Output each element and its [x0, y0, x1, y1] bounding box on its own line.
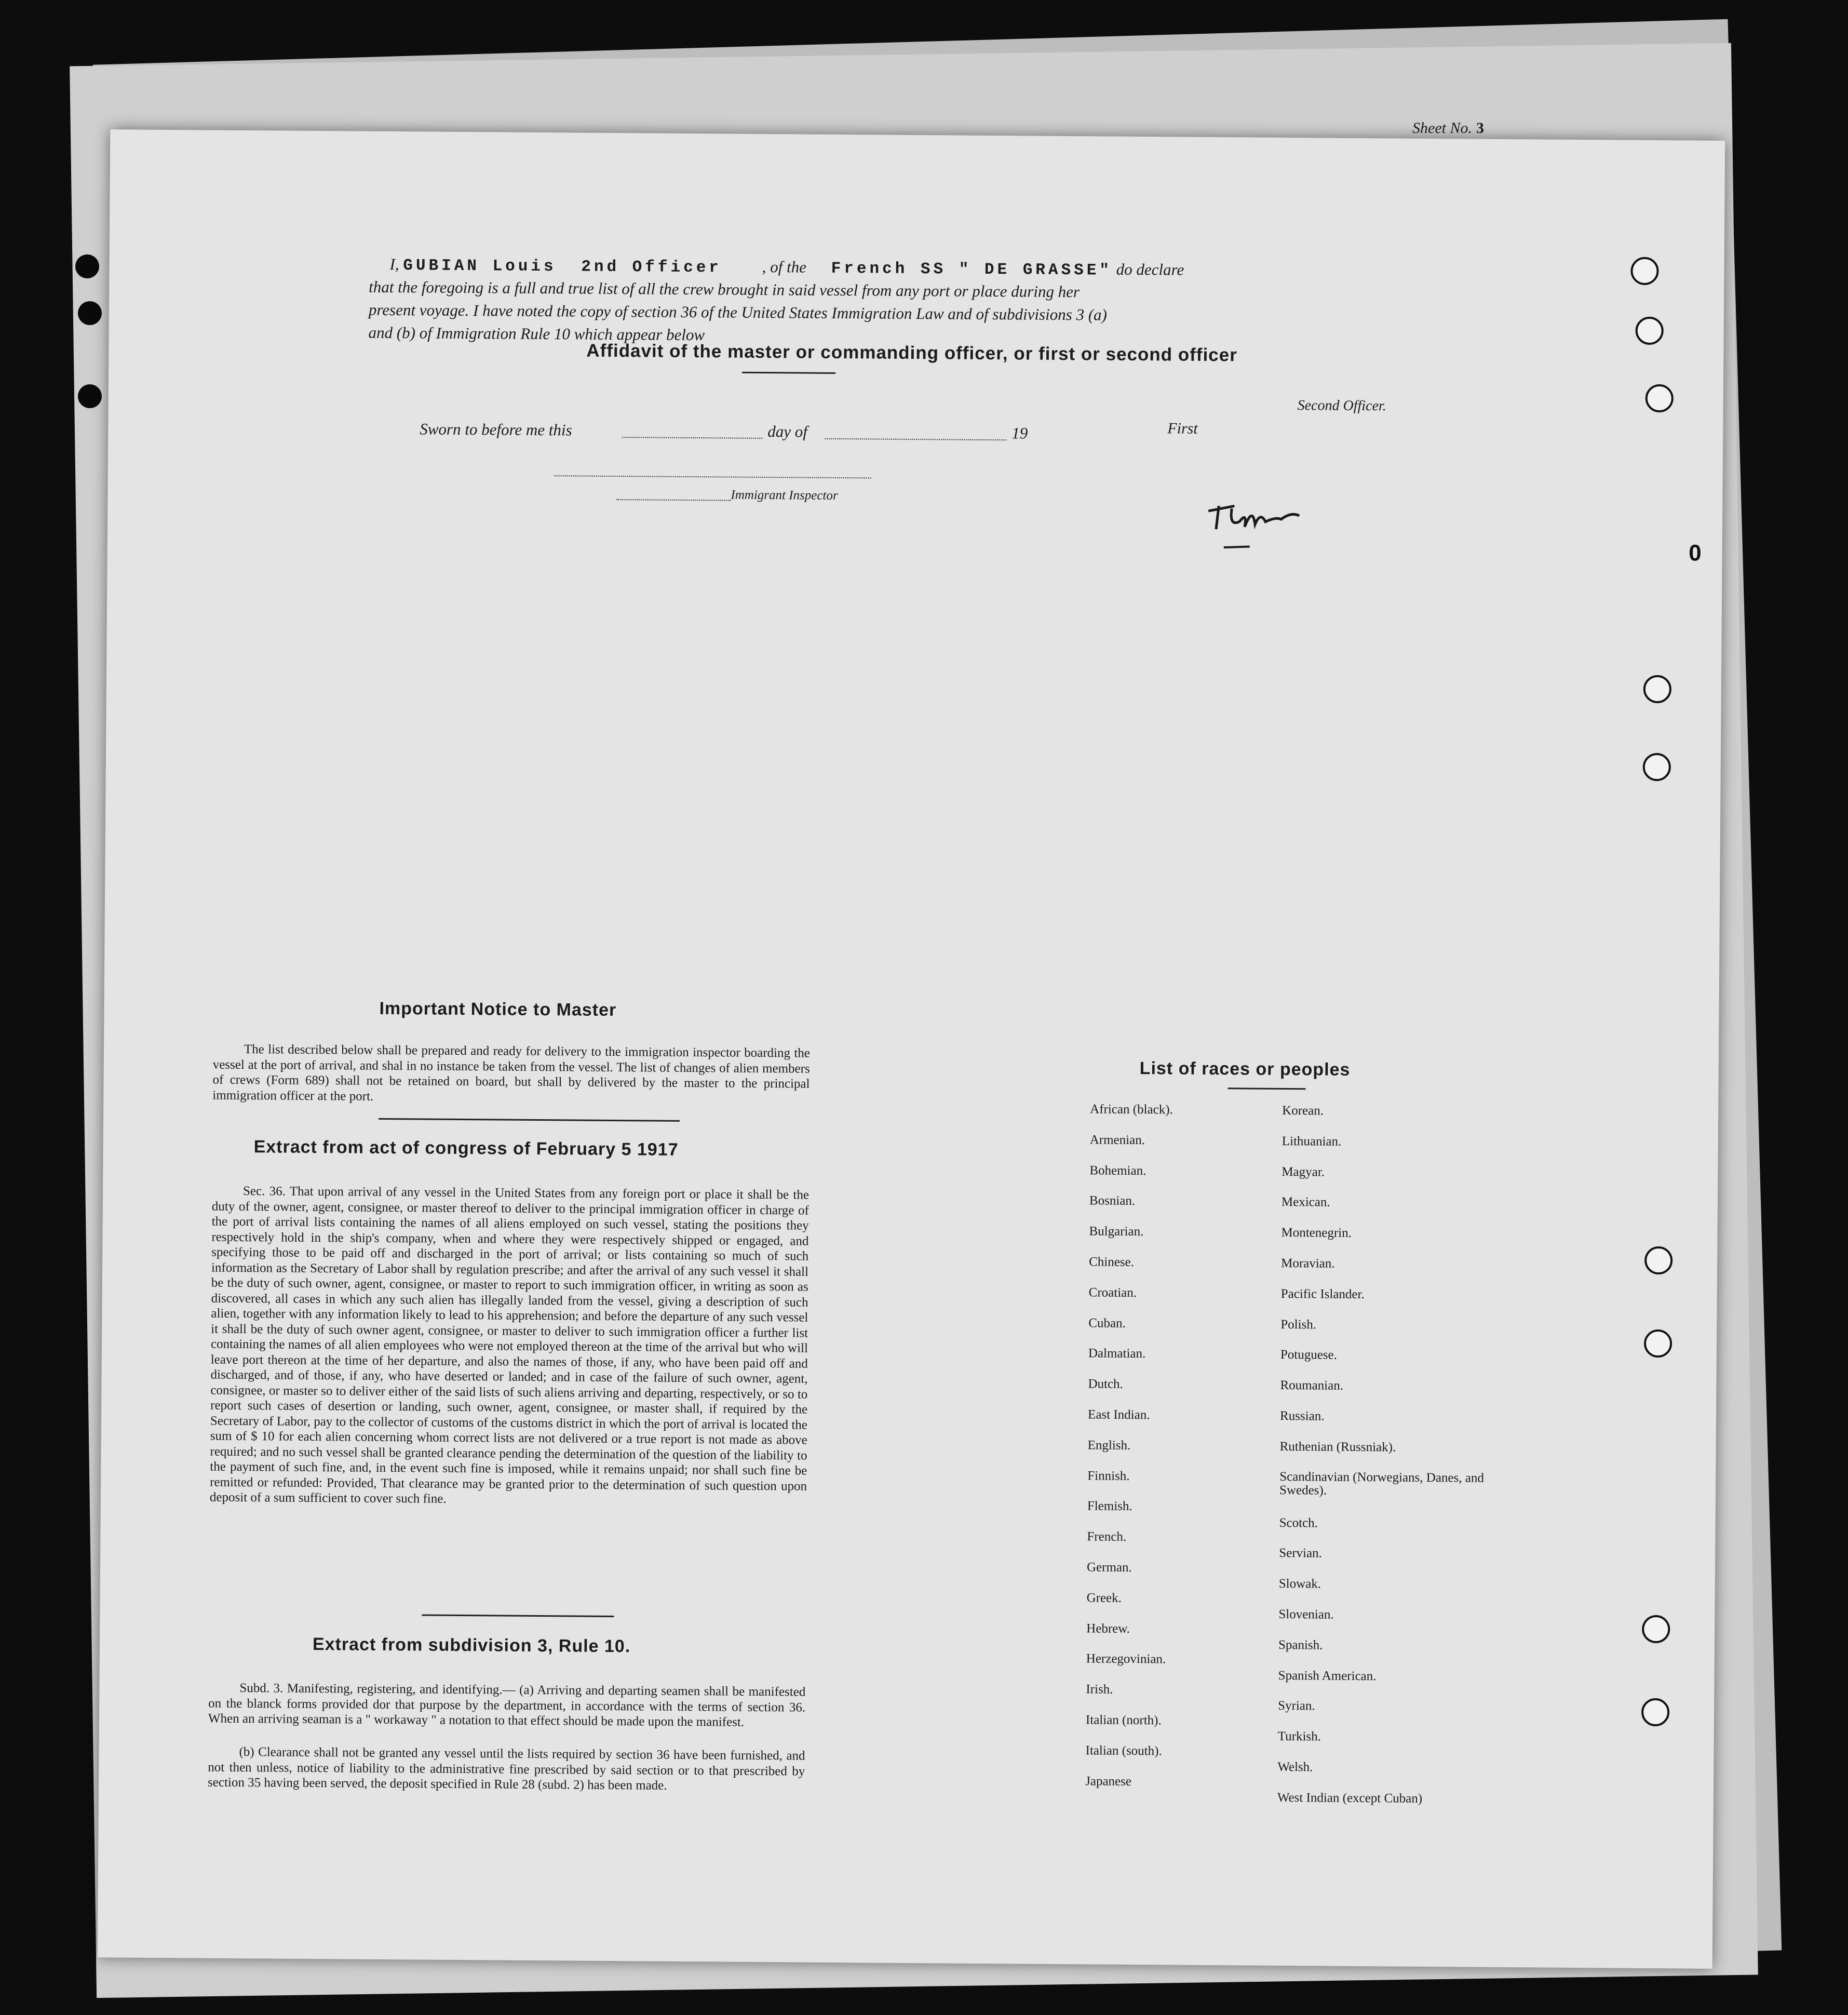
rule-10-text-b: (b) Clearance shall not be granted any vessel until the lists required by section 36 have been furnished, and not then unless, notice of liability to the administrative fine prescribed by said section or to that prescribed by section 35 having been served, the deposit specified in Rule 28 (subd. 2) has been made.: [208, 1744, 805, 1793]
of-the-text: , of the: [762, 257, 807, 276]
race-item: Bulgarian.: [1089, 1224, 1144, 1239]
day-of-text: day of: [767, 422, 808, 441]
blank-line: [555, 475, 871, 478]
officer-name: GUBIAN Louis: [403, 257, 557, 276]
race-item: Italian (north).: [1085, 1713, 1162, 1728]
punch-hole: [1643, 675, 1671, 703]
divider: [379, 1118, 680, 1122]
divider: [1227, 1087, 1305, 1090]
race-item: Welsh.: [1277, 1759, 1313, 1775]
race-item: Lithuanian.: [1282, 1134, 1342, 1149]
race-item: Spanish American.: [1278, 1668, 1377, 1683]
race-item: Italian (south).: [1085, 1743, 1162, 1758]
races-right-column: [1277, 1104, 1490, 1822]
sheet-number-value: 3: [1476, 119, 1484, 137]
race-item: Russian.: [1279, 1408, 1325, 1423]
punch-hole: [1645, 384, 1674, 412]
officer-signature: [1203, 490, 1339, 554]
race-item: Turkish.: [1277, 1729, 1321, 1744]
inspector-label: Immigrant Inspector: [731, 488, 838, 503]
race-item: Flemish.: [1087, 1499, 1132, 1514]
race-item: Servian.: [1279, 1546, 1322, 1561]
race-item: French.: [1087, 1529, 1127, 1544]
race-item: Dutch.: [1088, 1377, 1123, 1392]
race-item: Mexican.: [1281, 1195, 1330, 1210]
race-item: Japanese: [1085, 1774, 1132, 1789]
punch-hole: [1642, 1615, 1670, 1643]
punch-hole: [1643, 753, 1671, 781]
year-text: 19: [1011, 424, 1028, 442]
section-36-text: Sec. 36. That upon arrival of any vessel in the United States from any foreign port or place it shall be the duty of the owner, agent, consignee, or master thereof to deliver to the principal immigration officer in charge of the port of arrival lists containing the names of all aliens employed on such vessel, stating the positions they respectively hold in the ship's company, when and where they were respectively shipped or engaged, and specifying those to be paid off and discharged in the port of arrival; or lists containing so much of such information as the Secretary of Labor shall by regulation prescribe; and after the arrival of any such vessel it shall be the duty of such owner, agent, consignee, or master to report to such immigration officer, in writing as soon as discovered, all cases in which any such alien has illegally landed from the vessel, giving a description of such alien, together with any information likely to lead to his apprehension; and before the departure of any such vessel it shall be the duty of such owner agent, consignee, or master to deliver to such immigration officer a further list containing the names of all alien employees who were not employed thereon at the time of the arrival but who will leave port thereon at the time of her departure, and also the names of those, if any, who have been paid off and discharged, and of those, if any, who have deserted or landed; and in case of the failure of such owner, agent, consignee, or master so to deliver either of the said lists of such aliens arriving and departing, respectively, or so to report such cases of desertion or landing, such owner, agent, consignee, or master shall, if required by the Secretary of Labor, pay to the collector of customs of the customs district in which the port of arrival is located the sum of $ 10 for each alien concerning whom correct lists are not delivered or a true report is not made as above required; and no such vessel shall be granted clearance pending the determination of the question of the liability to the payment of such fine, and, in the event such fine is imposed, while it remains unpaid; nor shall such fine be remitted or refunded: Provided, That clearance may be granted prior to the determination of such question upon deposit of a sum sufficient to cover such fine.: [209, 1184, 810, 1506]
officer-title-label: Second Officer.: [1297, 397, 1386, 414]
race-item: Finnish.: [1087, 1468, 1130, 1483]
blank-line: [616, 499, 731, 501]
punch-hole: [1641, 1698, 1669, 1726]
extract-act-title: Extract from act of congress of February 5 1917: [253, 1137, 679, 1160]
blank-line: [825, 438, 1006, 440]
race-item: Croatian.: [1088, 1285, 1137, 1300]
race-item: Syrian.: [1278, 1699, 1315, 1713]
notice-title: Important Notice to Master: [379, 998, 617, 1020]
punch-hole: [78, 384, 102, 408]
punch-hole: [1644, 1246, 1672, 1274]
races-title: List of races or peoples: [1139, 1058, 1351, 1080]
divider: [422, 1614, 614, 1617]
race-item: Greek.: [1086, 1591, 1122, 1605]
race-item: Ruthenian (Russniak).: [1279, 1439, 1396, 1455]
punch-hole: [1644, 1329, 1672, 1358]
race-item: Moravian.: [1281, 1256, 1335, 1271]
race-item: Chinese.: [1089, 1255, 1135, 1269]
race-item: Scotch.: [1279, 1515, 1318, 1530]
punch-hole: [75, 254, 99, 278]
race-item: Roumanian.: [1280, 1378, 1344, 1393]
divider: [742, 372, 835, 374]
affidavit-line-2: that the foregoing is a full and true list of all the crew brought in said vessel from any port or place during her: [369, 277, 1080, 301]
affidavit-line-3: present voyage. I have noted the copy of section 36 of the United States Immigration Law and of subdivisions 3 (a): [368, 300, 1108, 324]
race-item: Montenegrin.: [1281, 1226, 1352, 1241]
document-page: [98, 129, 1725, 1969]
race-item: African (black).: [1090, 1102, 1173, 1117]
race-item: Scandinavian (Norwegians, Danes, and Swedes).: [1279, 1469, 1484, 1498]
declare-text: do declare: [1116, 260, 1184, 279]
race-item: Bosnian.: [1089, 1193, 1136, 1208]
handwritten-first: First: [1167, 420, 1198, 437]
race-item: Magyar.: [1282, 1164, 1325, 1179]
punch-hole: [1636, 317, 1664, 345]
vessel-name: French SS " DE GRASSE": [831, 259, 1113, 280]
sworn-text: Sworn to before me this: [420, 420, 572, 439]
affidavit-line-1: [389, 255, 1184, 280]
race-item: Dalmatian.: [1088, 1346, 1146, 1361]
race-item: Armenian.: [1089, 1133, 1145, 1147]
extract-rule-title: Extract from subdivision 3, Rule 10.: [312, 1634, 631, 1657]
race-item: Slowak.: [1278, 1577, 1321, 1591]
race-item: Hebrew.: [1086, 1621, 1130, 1636]
affidavit-line-4: and (b) of Immigration Rule 10 which appear below: [368, 323, 705, 344]
edge-mark: 0: [1689, 540, 1702, 566]
race-item: Bohemian.: [1089, 1163, 1146, 1178]
race-item: Potuguese.: [1280, 1348, 1338, 1363]
race-item: East Indian.: [1088, 1407, 1150, 1422]
races-left-column: [1085, 1102, 1173, 1805]
race-item: English.: [1087, 1438, 1131, 1453]
blank-line: [622, 437, 762, 439]
race-item: German.: [1086, 1560, 1132, 1575]
sheet-number-label: Sheet No.: [1412, 119, 1472, 137]
punch-hole: [78, 301, 102, 325]
race-item: Irish.: [1086, 1682, 1113, 1697]
race-item: Korean.: [1282, 1103, 1324, 1118]
affidavit-prefix: I,: [389, 254, 399, 274]
race-item: Pacific Islander.: [1280, 1286, 1365, 1301]
sheet-number: [1412, 119, 1484, 137]
race-item: Cuban.: [1088, 1315, 1126, 1331]
race-item: West Indian (except Cuban): [1277, 1790, 1423, 1806]
race-item: Herzegovinian.: [1086, 1651, 1166, 1667]
officer-rank: 2nd Officer: [581, 258, 722, 277]
affidavit-title: Affidavit of the master or commanding officer, or first or second officer: [586, 340, 1237, 366]
race-item: Polish.: [1280, 1317, 1317, 1332]
rule-10-text-a: Subd. 3. Manifesting, registering, and identifying.— (a) Arriving and departing seamen shall be manifested on the blanck forms provided dor that purpose by the department, in accordance with the terms of section 36. When an arriving seaman is a " workaway " a notation to that effect should be made upon the manifest.: [208, 1681, 806, 1729]
race-item: Slovenian.: [1278, 1607, 1334, 1622]
race-item: Spanish.: [1278, 1637, 1323, 1653]
punch-hole: [1630, 257, 1658, 285]
notice-text: The list described below shall be prepared and ready for delivery to the immigration inspector boarding the vessel at the port of arrival, and shal in no instance be taken from the vessel. The list of changes of alien members of crews (Form 689) shall not be retained on board, but shall by delivered by the master to the principal immigration officer at the port.: [212, 1042, 811, 1104]
